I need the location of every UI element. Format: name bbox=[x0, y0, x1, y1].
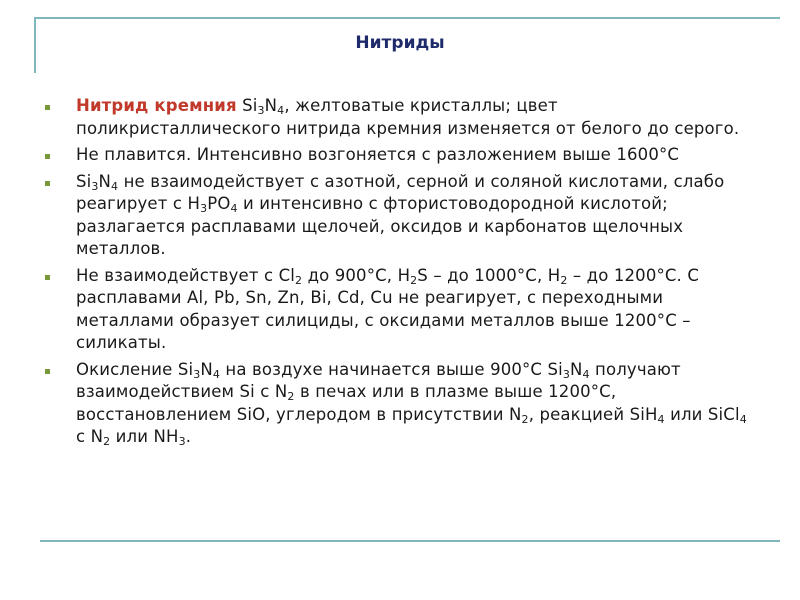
text-run: в печах или в плазме выше 1200°С, восстановлением SiO, углеродом в присутствии N bbox=[76, 382, 617, 424]
text-run: не взаимодействует с азотной, серной и соляной кислотами, слабо реагирует с H bbox=[76, 171, 725, 213]
slide-title: Нитриды bbox=[355, 33, 445, 53]
bullet-square-icon bbox=[45, 181, 50, 186]
bullet-item-metal-reactivity bbox=[44, 265, 749, 355]
subscript: 3 bbox=[562, 367, 570, 381]
subscript: 2 bbox=[103, 435, 111, 448]
subscript: 2 bbox=[521, 412, 529, 426]
bullet-square-icon bbox=[45, 369, 50, 374]
text-run: N bbox=[200, 359, 213, 379]
subscript: 4 bbox=[277, 104, 285, 117]
subscript: 4 bbox=[739, 412, 747, 426]
text-run: S – до 1000°С, H bbox=[417, 265, 561, 285]
frame-bottom-line bbox=[40, 540, 780, 542]
bullet-item-silicon-nitride bbox=[44, 95, 749, 140]
highlighted-term: Нитрид кремния bbox=[76, 96, 237, 115]
text-run: Не плавится. Интенсивно возгоняется с разложением выше 1600°С bbox=[76, 145, 680, 164]
subscript: 2 bbox=[560, 273, 568, 287]
bullet-item-synthesis bbox=[44, 359, 749, 449]
text-run: Si bbox=[236, 96, 258, 115]
subscript: 3 bbox=[91, 179, 99, 193]
bullet-item-sublimation bbox=[44, 144, 749, 167]
subscript: 4 bbox=[111, 179, 119, 193]
text-run: . bbox=[185, 427, 192, 446]
subscript: 3 bbox=[200, 202, 208, 215]
subscript: 3 bbox=[257, 104, 265, 117]
bullet-square-icon bbox=[45, 275, 50, 280]
text-run: с N bbox=[76, 427, 104, 446]
subscript: 3 bbox=[193, 367, 201, 381]
bullet-list bbox=[44, 95, 749, 453]
text-run: – до 1200°С. С расплавами Al, Pb, Sn, Zn, Bi, Cd, Cu не реагирует, с переходными металлами образует силициды, с оксидами металлов выше 1200°С – силикаты. bbox=[76, 265, 699, 352]
subscript: 3 bbox=[178, 435, 186, 448]
text-run: Не взаимодействует с Cl bbox=[76, 265, 296, 285]
bullet-square-icon bbox=[45, 105, 50, 110]
subscript: 4 bbox=[657, 412, 665, 426]
frame-top-line bbox=[34, 17, 780, 19]
text-run: или SiCl bbox=[664, 404, 740, 424]
subscript: 2 bbox=[287, 390, 295, 403]
subscript: 2 bbox=[410, 273, 418, 287]
text-run: PO bbox=[207, 194, 231, 213]
bullet-square-icon bbox=[45, 154, 50, 159]
text-run: до 900°С, H bbox=[302, 265, 411, 285]
text-run: Окисление Si bbox=[76, 359, 194, 379]
text-run: получают взаимодействием Si с N bbox=[76, 359, 681, 401]
text-run: , реакцией SiH bbox=[528, 404, 658, 424]
text-run: , желтоватые кристаллы; цвет поликристаллического нитрида кремния изменяется от белого до серого. bbox=[76, 96, 740, 138]
subscript: 4 bbox=[212, 367, 221, 381]
text-run: на воздухе начинается выше 900°С Si bbox=[220, 359, 563, 379]
subscript: 4 bbox=[582, 367, 590, 381]
subscript: 4 bbox=[230, 202, 238, 215]
subscript: 2 bbox=[295, 273, 303, 287]
text-run: или NH bbox=[110, 427, 179, 446]
text-run: N bbox=[264, 96, 278, 115]
bullet-item-acid-reactivity bbox=[44, 171, 749, 261]
text-run: Si bbox=[76, 171, 92, 191]
text-run: и интенсивно с фтористоводородной кислотой; разлагается расплавами щелочей, оксидов и карбонатов щелочных металлов. bbox=[76, 194, 684, 258]
text-run: N bbox=[570, 359, 583, 379]
text-run: N bbox=[98, 171, 112, 191]
